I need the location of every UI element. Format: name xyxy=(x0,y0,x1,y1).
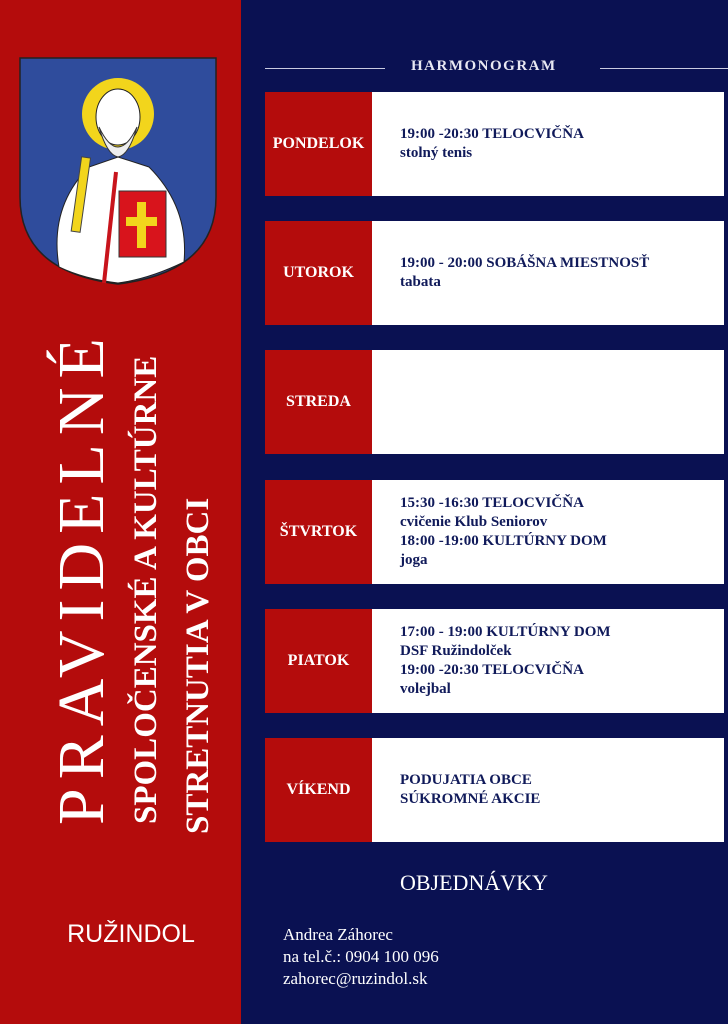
event-line: 19:00 -20:30 TELOCVIČŇA xyxy=(400,662,584,678)
event-line: 19:00 - 20:00 SOBÁŠNA MIESTNOSŤ xyxy=(400,255,650,271)
town-name: RUŽINDOL xyxy=(67,920,195,948)
contact-info xyxy=(283,924,439,990)
event-line: PODUJATIA OBCE xyxy=(400,772,532,788)
events xyxy=(400,609,611,713)
events xyxy=(400,738,540,842)
event-line: 17:00 - 19:00 KULTÚRNY DOM xyxy=(400,624,611,640)
divider xyxy=(600,68,728,69)
event-line: SÚKROMNÉ AKCIE xyxy=(400,791,541,807)
title-line-3: STRETNUTIA V OBCI xyxy=(180,497,216,835)
schedule-title: HARMONOGRAM xyxy=(411,58,557,74)
contact-name: Andrea Záhorec xyxy=(283,925,393,944)
event-line: stolný tenis xyxy=(400,145,473,161)
title-line-2: SPOLOČENSKÉ A KULTÚRNE xyxy=(128,355,164,825)
day-label: PONDELOK xyxy=(265,92,372,196)
contact-phone[interactable]: na tel.č.: 0904 100 096 xyxy=(283,947,439,966)
day-label: VÍKEND xyxy=(265,738,372,842)
event-line: cvičenie Klub Seniorov xyxy=(400,514,548,530)
event-line: joga xyxy=(400,552,428,568)
coat-of-arms-logo xyxy=(19,57,217,285)
schedule-row xyxy=(265,221,724,325)
events xyxy=(400,221,649,325)
orders-heading: OBJEDNÁVKY xyxy=(400,870,548,895)
divider xyxy=(265,68,385,69)
schedule-header xyxy=(265,58,728,78)
events xyxy=(400,480,607,584)
event-line: tabata xyxy=(400,274,441,290)
day-label: STREDA xyxy=(265,350,372,454)
event-line: DSF Ružindolček xyxy=(400,643,512,659)
event-line: volejbal xyxy=(400,681,451,697)
schedule-row xyxy=(265,609,724,713)
schedule-row xyxy=(265,92,724,196)
schedule-row xyxy=(265,480,724,584)
day-label: UTOROK xyxy=(265,221,372,325)
events xyxy=(400,92,584,196)
schedule-row xyxy=(265,738,724,842)
day-label: PIATOK xyxy=(265,609,372,713)
schedule-row xyxy=(265,350,724,454)
title-line-1: PRAVIDELNÉ xyxy=(45,329,118,826)
event-line: 18:00 -19:00 KULTÚRNY DOM xyxy=(400,533,607,549)
event-line: 15:30 -16:30 TELOCVIČŇA xyxy=(400,495,584,511)
day-label: ŠTVRTOK xyxy=(265,480,372,584)
contact-email[interactable]: zahorec@ruzindol.sk xyxy=(283,969,428,988)
event-line: 19:00 -20:30 TELOCVIČŇA xyxy=(400,126,584,142)
